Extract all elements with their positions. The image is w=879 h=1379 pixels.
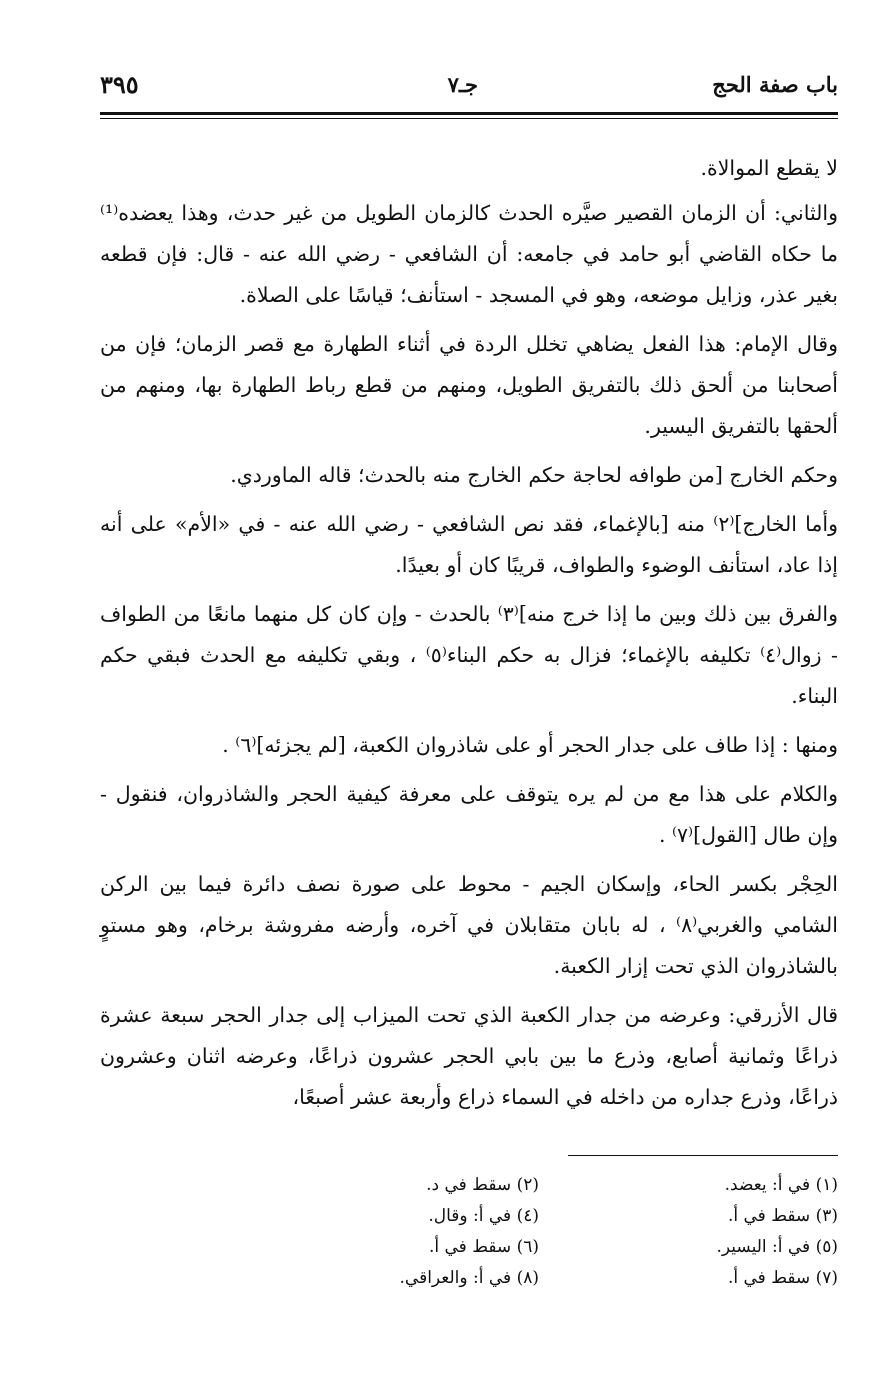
header-rule <box>100 112 838 115</box>
paragraph: وقال الإمام: هذا الفعل يضاهي تخلل الردة في أثناء الطهارة مع قصر الزمان؛ فإن من أصحابنا من ألحق ذلك بالتفريق الطويل، ومنهم من قطع رباط الطهارة بها، ومنهم من ألحقها بالتفريق اليسير. <box>100 332 838 438</box>
footnote: (١) في أ: يعضد. <box>724 1175 838 1195</box>
footnote-row <box>240 1232 838 1263</box>
footnote-row <box>240 1263 838 1294</box>
volume-label: جـ٧ <box>447 72 478 97</box>
footnote: (٢) سقط في د. <box>426 1175 539 1195</box>
chapter-title: باب صفة الحج <box>712 72 838 97</box>
footnote: (٧) سقط في أ. <box>727 1268 838 1288</box>
paragraph: وحكم الخارج [من طوافه لحاجة حكم الخارج منه بالحدث؛ قاله الماوردي. <box>230 463 838 487</box>
footnotes <box>240 1170 838 1294</box>
footnote-separator <box>568 1155 838 1156</box>
footnote-row <box>240 1201 838 1232</box>
paragraph: والثاني: أن الزمان القصير صيَّره الحدث كالزمان الطويل من غير حدث، وهذا يعضده⁽¹⁾ ما حكاه القاضي أبو حامد في جامعه: أن الشافعي - رضي الله عنه - قال: فإن قطعه بغير عذر، وزايل موضعه، وهو في المسجد - استأنف؛ قياسًا على الصلاة. <box>100 201 838 307</box>
paragraph: وأما الخارج]⁽٢⁾ منه [بالإغماء، فقد نص الشافعي - رضي الله عنه - في «الأم» على أنه إذا عاد، استأنف الوضوء والطواف، قريبًا كان أو بعيدًا. <box>100 512 838 577</box>
page-number: ٣٩٥ <box>100 70 139 99</box>
paragraph: والفرق بين ذلك وبين ما إذا خرج منه]⁽٣⁾ بالحدث - وإن كان كل منهما مانعًا من الطواف - زوال⁽٤⁾ تكليفه بالإغماء؛ فزال به حكم البناء⁽٥⁾ ، وبقي تكليفه مع الحدث فبقي حكم البناء. <box>100 602 838 708</box>
running-header <box>100 66 838 106</box>
header-rule-thin <box>100 118 838 119</box>
paragraph: قال الأزرقي: وعرضه من جدار الكعبة الذي تحت الميزاب إلى جدار الحجر سبعة عشرة ذراعًا وثمانية أصابع، وذرع ما بين بابي الحجر عشرون ذراعًا، وعرضه اثنان وعشرون ذراعًا، وذرع جداره من داخله في السماء ذراع وأربعة عشر أصبعًا، <box>100 1003 838 1109</box>
footnote: (٤) في أ: وقال. <box>428 1206 539 1226</box>
footnote: (٥) في أ: اليسير. <box>716 1237 838 1257</box>
paragraph: والكلام على هذا مع من لم يره يتوقف على معرفة كيفية الحجر والشاذروان، فنقول - وإن طال [القول]⁽٧⁾ . <box>100 782 838 847</box>
footnote: (٣) سقط في أ. <box>727 1206 838 1226</box>
footnote: (٦) سقط في أ. <box>428 1237 539 1257</box>
paragraph: لا يقطع الموالاة. <box>700 156 838 180</box>
footnote: (٨) في أ: والعراقي. <box>399 1268 539 1288</box>
main-text <box>100 148 838 1126</box>
paragraph: ومنها : إذا طاف على جدار الحجر أو على شاذروان الكعبة، [لم يجزئه]⁽٦⁾ . <box>222 733 838 757</box>
footnote-row <box>240 1170 838 1201</box>
paragraph: الحِجْر بكسر الحاء، وإسكان الجيم - محوط على صورة نصف دائرة فيما بين الركن الشامي والغربي⁽٨⁾ ، له بابان متقابلان في آخره، وأرضه مفروشة برخام، وهو مستوٍ بالشاذروان الذي تحت إزار الكعبة. <box>100 872 838 978</box>
